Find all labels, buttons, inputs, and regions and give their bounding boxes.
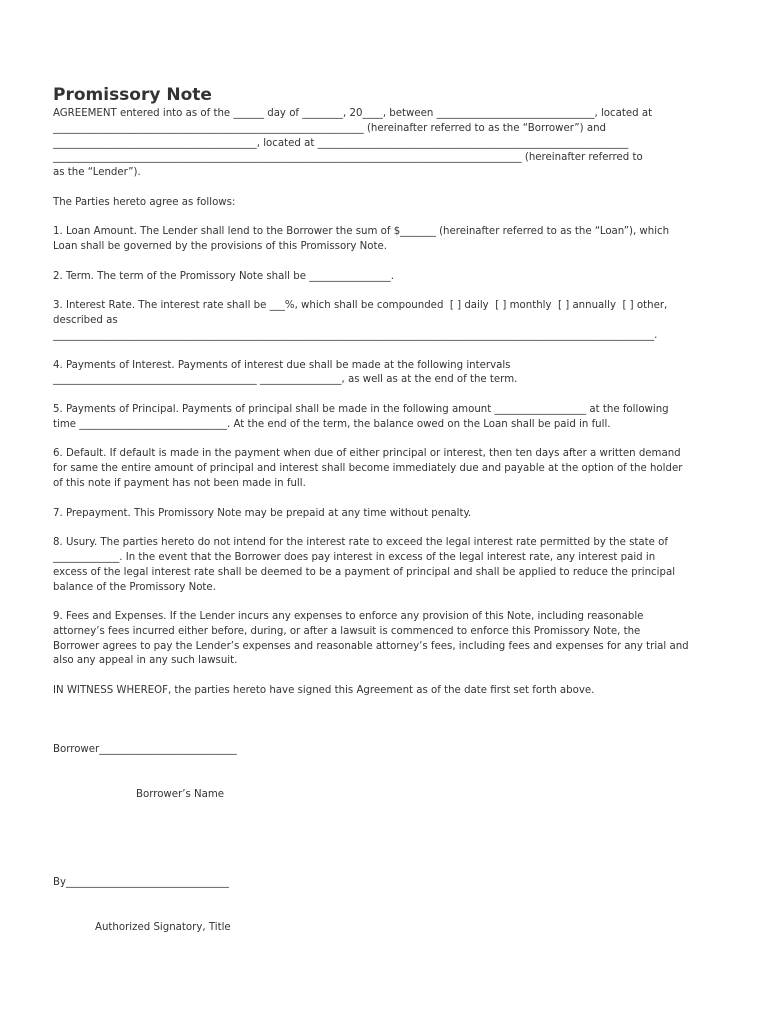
clause-interest-rate [53, 299, 717, 343]
clause-line: 9. Fees and Expenses. If the Lender incurs any expenses to enforce any provision of this Note, including reasonable [53, 611, 644, 623]
clause-line: balance of the Promissory Note. [53, 581, 216, 593]
clause-line: 5. Payments of Principal. Payments of principal shall be made in the following amount __________________ at the following [53, 403, 669, 415]
clause-line: attorney’s fees incurred either before, during, or after a lawsuit is commenced to enforce this Promissory Note, the [53, 625, 641, 637]
clause-line: time _____________________________. At the end of the term, the balance owed on the Loan shall be paid in full. [53, 418, 611, 430]
clause-loan-amount [53, 225, 717, 255]
clause-usury [53, 536, 717, 595]
clause-line: described as [53, 315, 118, 327]
clause-line: 6. Default. If default is made in the payment when due of either principal or interest, then ten days after a written demand [53, 448, 681, 460]
clause-payments-of-interest [53, 359, 717, 389]
parties-statement [53, 196, 717, 211]
intro-line: _____________________________________________________________ (hereinafter referred to as the “Borrower”) and [53, 122, 607, 134]
clause-line: excess of the legal interest rate shall be deemed to be a payment of principal and shall be applied to reduce the principal [53, 566, 676, 578]
clause-payments-of-principal [53, 403, 717, 433]
clause-line: also any appeal in any such lawsuit. [53, 655, 238, 667]
clause-line: 4. Payments of Interest. Payments of interest due shall be made at the following intervals [53, 359, 511, 371]
intro-line: AGREEMENT entered into as of the ______ day of ________, 20____, between _______________________________, located at [53, 108, 653, 119]
borrower-name-caption: Borrower’s Name [136, 788, 225, 800]
parties-text: The Parties hereto agree as follows: [53, 196, 236, 208]
promissory-note-document [53, 84, 717, 980]
clause-line: 8. Usury. The parties hereto do not intend for the interest rate to exceed the legal interest rate permitted by the state of [53, 537, 668, 549]
by-signature-line: By________________________________ [53, 877, 230, 889]
witness-statement [53, 684, 717, 699]
clause-line: Loan shall be governed by the provisions of this Promissory Note. [53, 241, 388, 253]
clause-prepayment [53, 507, 717, 522]
clause-fees-and-expenses [53, 610, 717, 669]
intro-line: ________________________________________, located at _____________________________________________________________ [53, 137, 629, 149]
clause-line: 1. Loan Amount. The Lender shall lend to the Borrower the sum of $_______ (hereinafter referred to as the “Loan”), which [53, 226, 670, 238]
signatory-block [53, 847, 717, 965]
intro-line: as the “Lender”). [53, 167, 141, 179]
intro-line: ____________________________________________________________________________________________ (hereinafter referred to [53, 152, 643, 164]
clause-line: for same the entire amount of principal and interest shall become immediately due and payable at the option of the holder [53, 463, 683, 475]
agreement-intro [53, 107, 717, 181]
signatory-caption: Authorized Signatory, Title [95, 921, 231, 933]
clause-term [53, 270, 717, 285]
document-title: Promissory Note [53, 85, 212, 105]
borrower-signature-block [53, 714, 717, 832]
clause-line: Borrower agrees to pay the Lender’s expenses and reasonable attorney’s fees, including fees and expenses for any trial and [53, 640, 689, 652]
clause-line: 2. Term. The term of the Promissory Note shall be ________________. [53, 270, 394, 282]
clause-line: ______________________________________________________________________________________________________________________. [53, 329, 658, 341]
clause-line: ________________________________________ ________________, as well as at the end of the term. [53, 374, 518, 386]
clause-default [53, 447, 717, 491]
clause-line: 3. Interest Rate. The interest rate shall be ___%, which shall be compounded [ ] daily [ ] monthly [ ] annually [ ] other, [53, 300, 668, 312]
borrower-signature-line: Borrower___________________________ [53, 744, 237, 756]
clause-line: of this note if payment has not been made in full. [53, 477, 306, 489]
clause-line: 7. Prepayment. This Promissory Note may be prepaid at any time without penalty. [53, 507, 472, 519]
clause-line: _____________. In the event that the Borrower does pay interest in excess of the legal interest rate, any interest paid in [53, 551, 656, 563]
witness-text: IN WITNESS WHEREOF, the parties hereto have signed this Agreement as of the date first set forth above. [53, 685, 595, 697]
